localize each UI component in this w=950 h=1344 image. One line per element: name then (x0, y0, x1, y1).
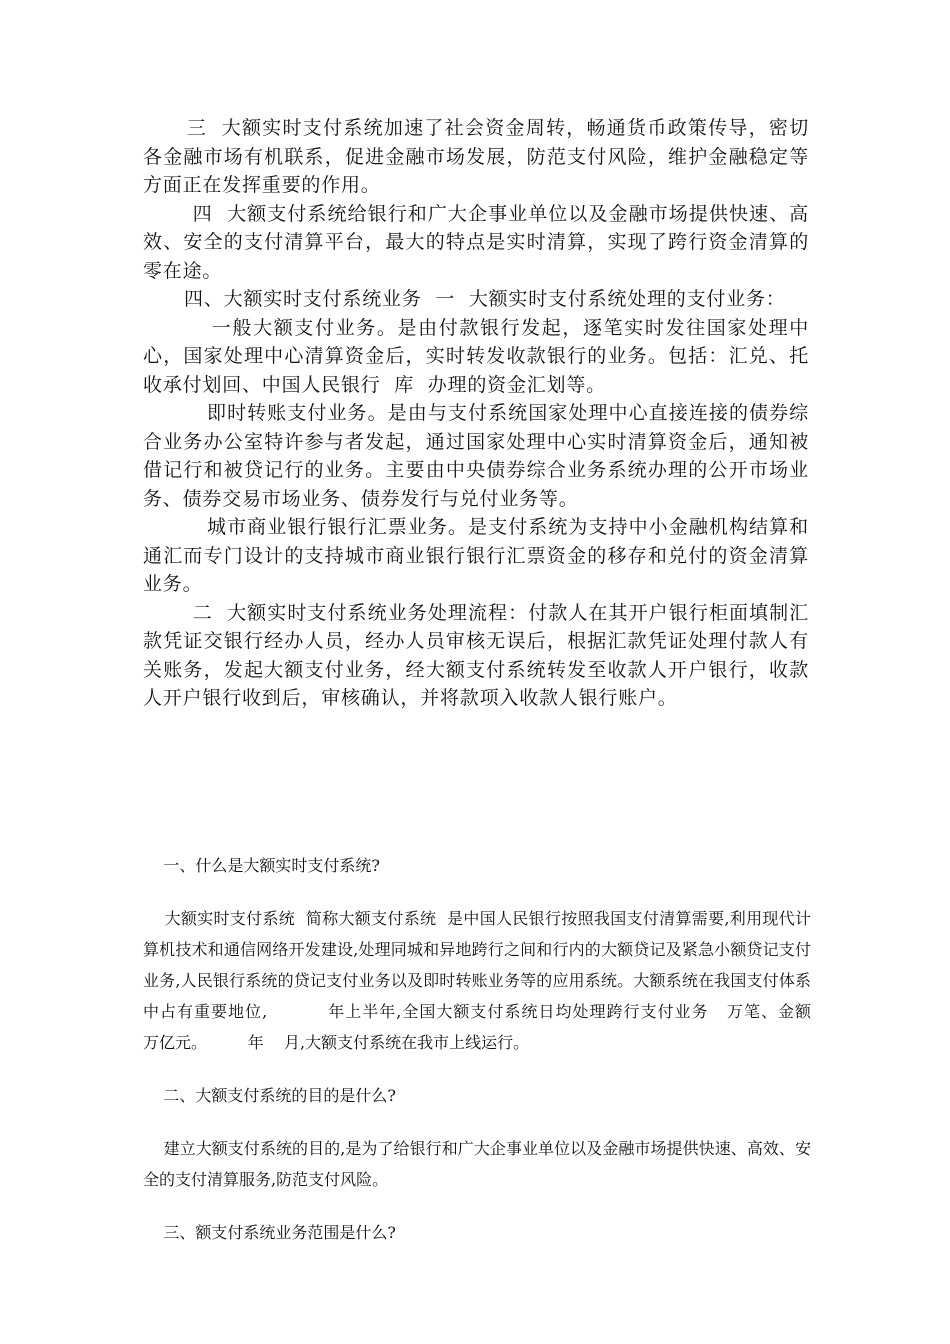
lower-section (143, 850, 847, 1270)
paragraph-clearing-platform: 四 大额支付系统给银行和广大企事业单位以及金融市场提供快速、高效、安全的支付清算平台，最大的特点是实时清算，实现了跨行资金清算的零在途。 (143, 202, 809, 282)
question-business-scope: 三、额支付系统业务范围是什么? (143, 1223, 396, 1242)
question-system-purpose: 二、大额支付系统的目的是什么? (143, 1086, 396, 1105)
paragraph-city-bank-draft: 城市商业银行银行汇票业务。是支付系统为支持中小金融机构结算和通汇而专门设计的支持城市商业银行银行汇票资金的移存和兑付的资金清算业务。 (143, 516, 809, 595)
question-what-is-system: 一、什么是大额实时支付系统? (143, 856, 380, 875)
paragraph-role-of-system: 三 大额实时支付系统加速了社会资金周转，畅通货币政策传导，密切各金融市场有机联系，促进金融市场发展，防范支付风险，维护金融稳定等方面正在发挥重要的作用。 (143, 117, 809, 196)
paragraph-business-heading: 四、大额实时支付系统业务 一 大额实时支付系统处理的支付业务： (143, 288, 786, 310)
upper-section (143, 114, 809, 713)
answer-system-purpose: 建立大额支付系统的目的,是为了给银行和广大企事业单位以及金融市场提供快速、高效、安全的支付清算服务,防范支付风险。 (143, 1139, 811, 1189)
paragraph-instant-transfer: 即时转账支付业务。是由与支付系统国家处理中心直接连接的债券综合业务办公室特许参与者发起，通过国家处理中心实时清算资金后，通知被借记行和被贷记行的业务。主要由中央债券综合业务系统办理的公开市场业务、债券交易市场业务、债券发行与兑付业务等。 (143, 402, 809, 510)
paragraph-processing-flow: 二 大额实时支付系统业务处理流程：付款人在其开户银行柜面填制汇款凭证交银行经办人员，经办人员审核无误后，根据汇款凭证处理付款人有关账务，发起大额支付业务，经大额支付系统转发至收款人开户银行，收款人开户银行收到后，审核确认，并将款项入收款人银行账户。 (143, 601, 809, 709)
answer-what-is-system: 大额实时支付系统 简称大额支付系统 是中国人民银行按照我国支付清算需要,利用现代计算机技术和通信网络开发建设,处理同城和异地跨行之间和行内的大额贷记及紧急小额贷记支付业务,人民银行系统的贷记支付业务以及即时转账业务等的应用系统。大额系统在我国支付体系中占有重要地位, 年上半年,全国大额支付系统日均处理跨行支付业务 万笔、金额 万亿元。 年 月,大额支付系统在我市上线运行。 (143, 909, 847, 1052)
paragraph-general-payment: 一般大额支付业务。是由付款银行发起，逐笔实时发往国家处理中心，国家处理中心清算资金后，实时转发收款银行的业务。包括：汇兑、托收承付划回、中国人民银行 库 办理的资金汇划等。 (143, 316, 810, 396)
